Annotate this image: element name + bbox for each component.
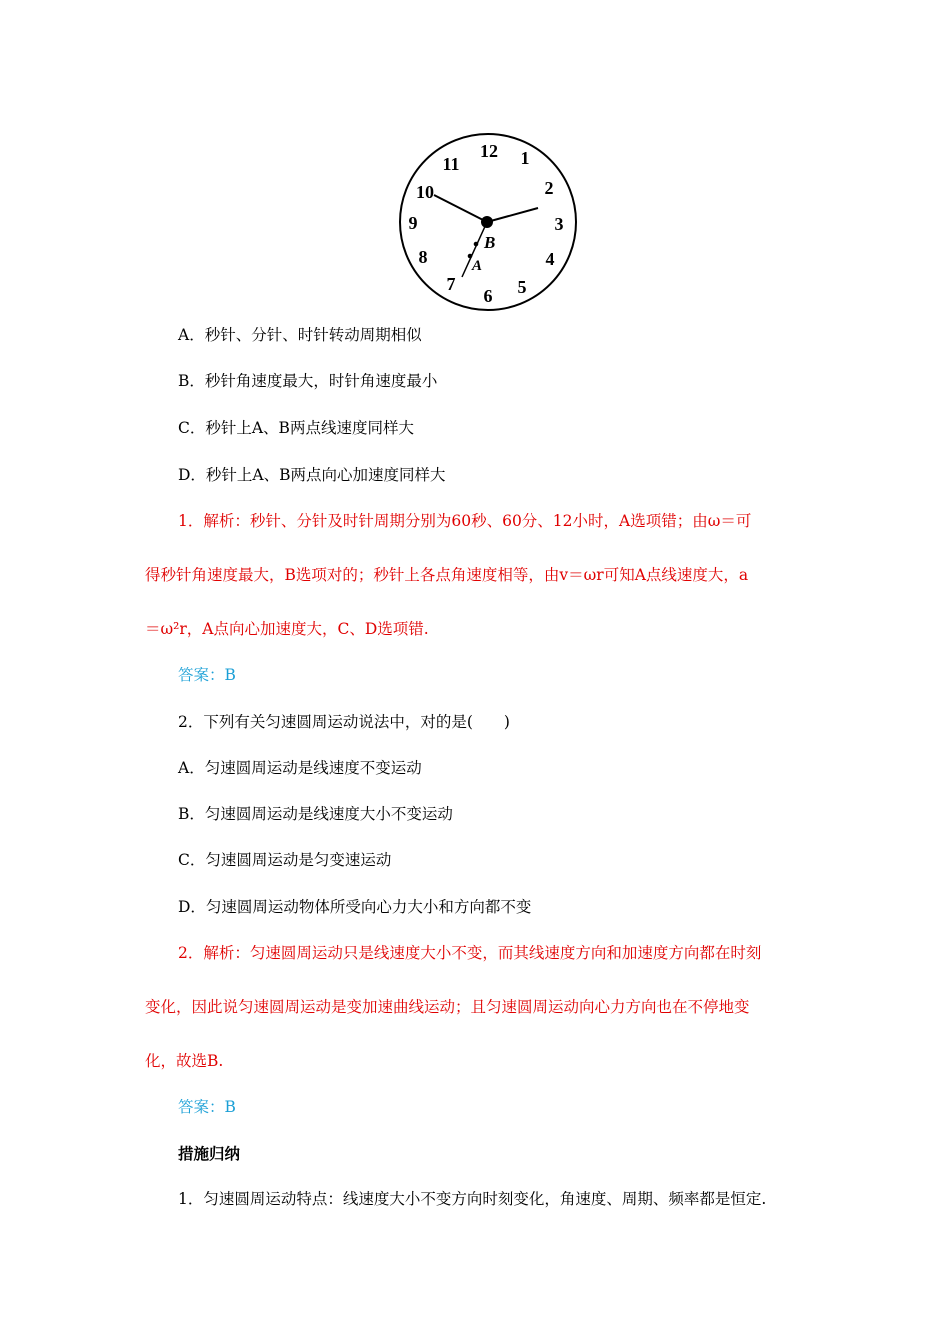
point-a-label: A xyxy=(472,258,483,274)
q2-stem: 2．下列有关匀速圆周运动说法中，对的是( ) xyxy=(178,713,510,731)
clock-number-12: 12 xyxy=(480,141,498,161)
q2-answer: 答案：B xyxy=(178,1098,236,1116)
q1-answer: 答案：B xyxy=(178,666,236,684)
clock-number-10: 10 xyxy=(416,182,434,202)
minute-hand xyxy=(434,195,487,222)
q2-analysis-line-1: 2．解析：匀速圆周运动只是线速度大小不变，而其线速度方向和加速度方向都在时刻 xyxy=(178,944,762,962)
clock-number-4: 4 xyxy=(545,249,555,269)
q2-analysis-line-3: 化，故选B. xyxy=(145,1052,224,1070)
clock-number-9: 9 xyxy=(408,213,418,233)
q1-option-b: B．秒针角速度最大，时针角速度最小 xyxy=(178,372,438,390)
clock-number-5: 5 xyxy=(517,277,527,297)
q2-option-b: B．匀速圆周运动是线速度大小不变运动 xyxy=(178,805,453,823)
q1-analysis-line-2: 得秒针角速度最大，B选项对的；秒针上各点角速度相等，由v＝ωr可知A点线速度大，a xyxy=(145,566,749,584)
clock-number-3: 3 xyxy=(554,214,564,234)
clock-center xyxy=(481,216,493,228)
q1-option-c: C．秒针上A、B两点线速度同样大 xyxy=(178,419,414,437)
point-b-dot xyxy=(474,242,479,247)
summary-point-1: 1．匀速圆周运动特点：线速度大小不变方向时刻变化，角速度、周期、频率都是恒定. xyxy=(178,1190,767,1208)
clock-number-11: 11 xyxy=(442,154,460,174)
q1-analysis-line-3: ＝ω²r，A点向心加速度大，C、D选项错. xyxy=(145,620,429,638)
q1-option-d: D．秒针上A、B两点向心加速度同样大 xyxy=(178,466,446,484)
clock-number-1: 1 xyxy=(520,148,530,168)
clock-number-8: 8 xyxy=(418,247,428,267)
clock-figure xyxy=(396,131,581,316)
clock-number-7: 7 xyxy=(446,274,456,294)
q2-option-c: C．匀速圆周运动是匀变速运动 xyxy=(178,851,392,869)
q2-option-d: D．匀速圆周运动物体所受向心力大小和方向都不变 xyxy=(178,898,532,916)
q1-analysis-line-1: 1．解析：秒针、分针及时针周期分别为60秒、60分、12小时，A选项错；由ω＝可 xyxy=(178,512,752,530)
q1-option-a: A．秒针、分针、时针转动周期相似 xyxy=(178,326,422,344)
q2-option-a: A．匀速圆周运动是线速度不变运动 xyxy=(178,759,422,777)
clock-number-2: 2 xyxy=(544,178,554,198)
summary-heading: 措施归纳 xyxy=(178,1144,241,1163)
clock-number-6: 6 xyxy=(483,286,493,306)
q2-analysis-line-2: 变化，因此说匀速圆周运动是变加速曲线运动；且匀速圆周运动向心力方向也在不停地变 xyxy=(145,998,750,1016)
point-b-label: B xyxy=(484,233,496,252)
hour-hand xyxy=(487,208,538,222)
